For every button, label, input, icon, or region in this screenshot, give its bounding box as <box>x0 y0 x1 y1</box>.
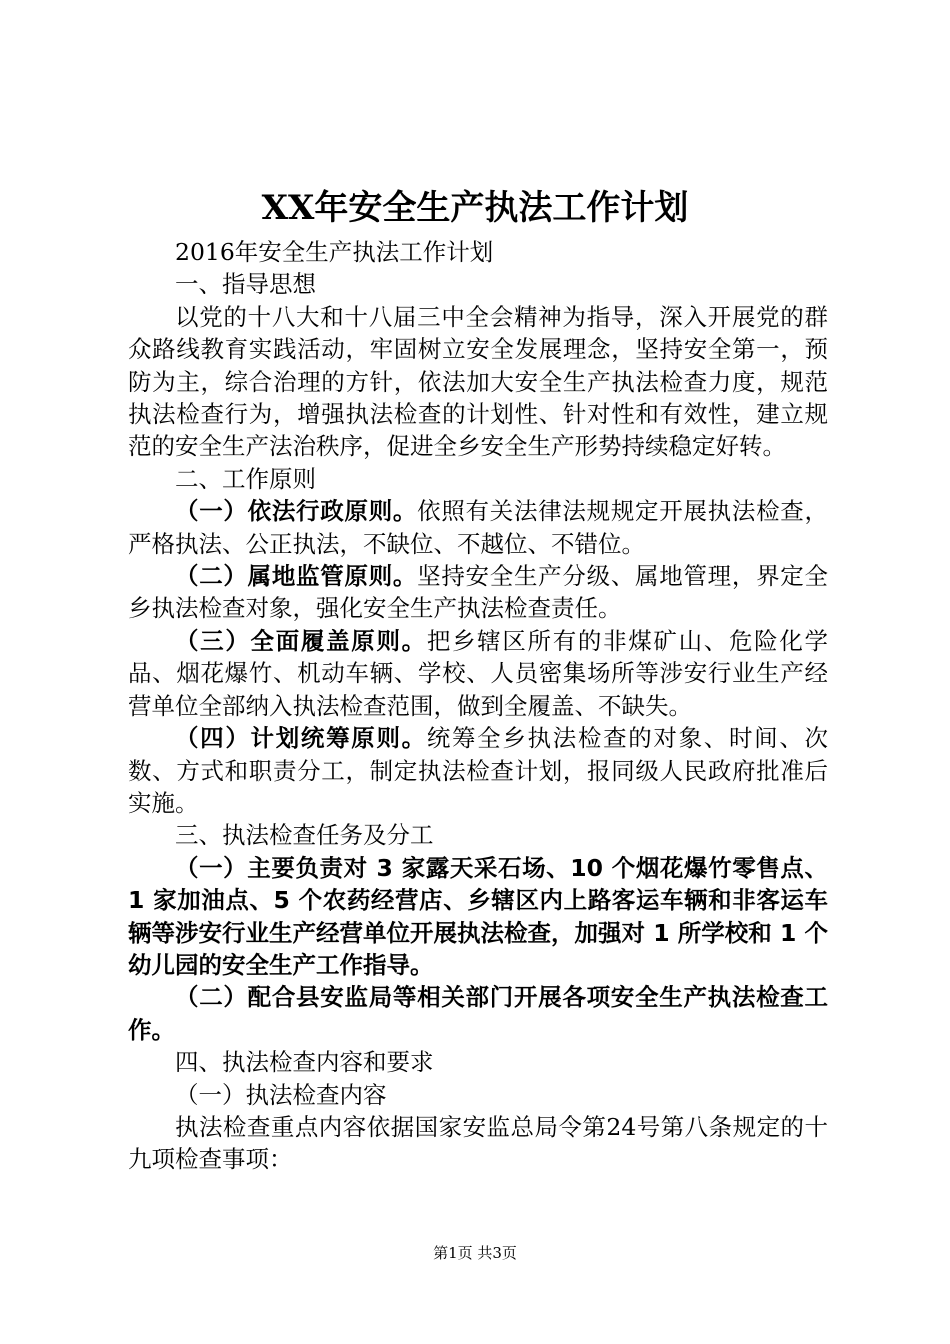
section-heading-3: 三、执法检查任务及分工 <box>175 821 434 850</box>
task-item-2: （二）配合县安监局等相关部门开展各项安全生产执法检查工作。 <box>128 983 828 1044</box>
principle-label-3: （三）全面履盖原则。 <box>175 626 427 655</box>
section-heading-2: 二、工作原则 <box>175 464 316 493</box>
principle-text-2: 坚持安全生产分级、属地管理，界定全乡执法检查对象，强化安全生产执法检查责任。 <box>128 562 829 623</box>
principle-label-1: （一）依法行政原则。 <box>175 497 418 526</box>
section-heading-4: 四、执法检查内容和要求 <box>175 1048 434 1077</box>
principle-item-3 <box>128 625 828 722</box>
paragraph-inspection-content: 执法检查重点内容依据国家安监总局令第24号第八条规定的十九项检查事项： <box>128 1112 828 1174</box>
section-heading-1: 一、指导思想 <box>175 270 316 299</box>
document-body <box>128 236 828 1176</box>
document-subtitle: 2016年安全生产执法工作计划 <box>175 238 494 266</box>
subsection-heading-inspection-content: （一）执法检查内容 <box>175 1080 387 1109</box>
principle-item-4 <box>128 722 828 819</box>
principle-text-3: 把乡辖区所有的非煤矿山、危险化学品、烟花爆竹、机动车辆、学校、人员密集场所等涉安行业生产经营单位全部纳入执法检查范围，做到全履盖、不缺失。 <box>128 626 829 720</box>
principle-label-2: （二）属地监管原则。 <box>175 562 418 591</box>
principle-text-1: 依照有关法律法规规定开展执法检查，严格执法、公正执法，不缺位、不越位、不错位。 <box>128 497 829 558</box>
paragraph-guiding-ideology: 以党的十八大和十八届三中全会精神为指导，深入开展党的群众路线教育实践活动，牢固树立安全发展理念，坚持安全第一，预防为主，综合治理的方针，依法加大安全生产执法检查力度，规范执法检查行为，增强执法检查的计划性、针对性和有效性，建立规范的安全生产法治秩序，促进全乡安全生产形势持续稳定好转。 <box>128 302 828 461</box>
document-title: XX年安全生产执法工作计划 <box>261 188 689 228</box>
principle-item-1 <box>128 495 828 560</box>
principle-label-4: （四）计划统筹原则。 <box>175 724 427 753</box>
principle-item-2 <box>128 560 828 625</box>
principle-text-4: 统筹全乡执法检查的对象、时间、次数、方式和职责分工，制定执法检查计划，报同级人民政府批准后实施。 <box>128 724 829 817</box>
page-number-footer: 第1页 共3页 <box>433 1244 517 1262</box>
task-item-1: （一）主要负责对 3 家露天采石场、10 个烟花爆竹零售点、1 家加油点、5 个农药经营店、乡辖区内上路客运车辆和非客运车辆等涉安行业生产经营单位开展执法检查，加强对 1 所学校和 1 个幼儿园的安全生产工作指导。 <box>128 853 828 979</box>
